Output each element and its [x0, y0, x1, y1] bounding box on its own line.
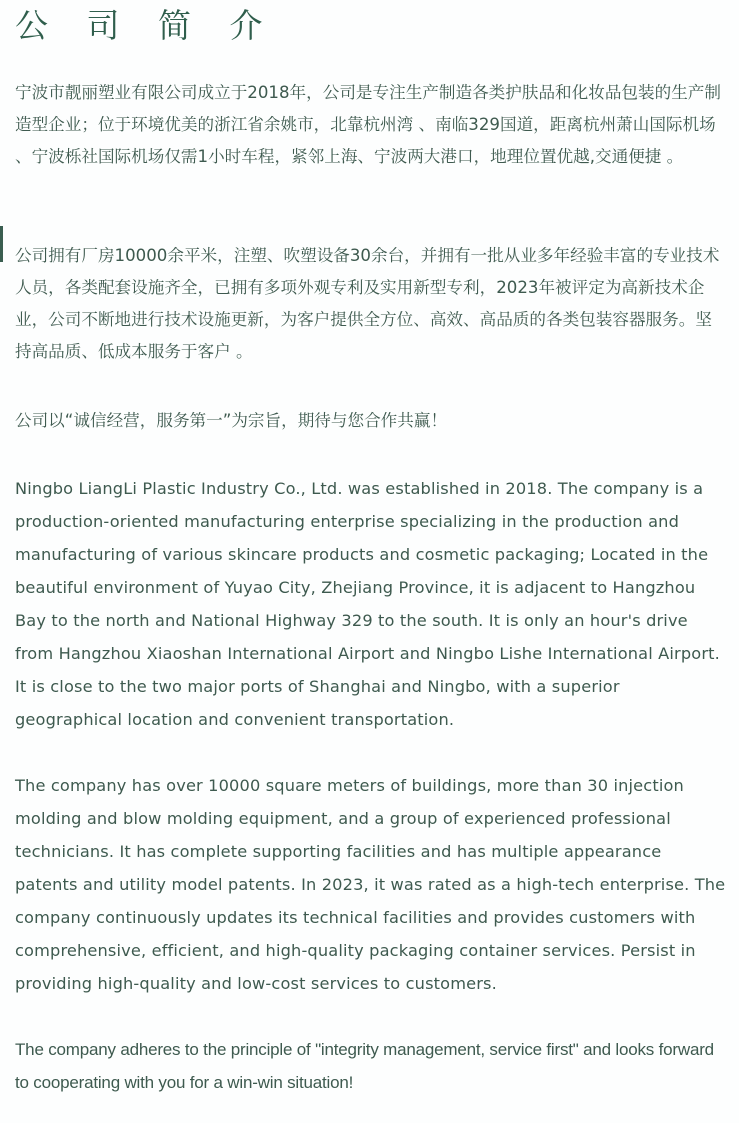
left-edge-marker: [0, 226, 3, 262]
page-title: 公 司 简 介: [15, 6, 277, 45]
chinese-paragraph-intro: 宁波市靓丽塑业有限公司成立于2018年，公司是专注生产制造各类护肤品和化妆品包装的生产制造型企业；位于环境优美的浙江省余姚市，北靠杭州湾 、南临329国道，距离杭州萧山国际机场 、宁波栎社国际机场仅需1小时车程，紧邻上海、宁波两大港口，地理位置优越,交通便捷 。: [15, 83, 721, 166]
chinese-paragraph-facilities: 公司拥有厂房10000余平米，注塑、吹塑设备30余台，并拥有一批从业多年经验丰富的专业技术人员，各类配套设施齐全，已拥有多项外观专利及实用新型专利，2023年被评定为高新技术企业，公司不断地进行技术设施更新，为客户提供全方位、高效、高品质的各类包装容器服务。坚持高品质、低成本服务于客户 。: [15, 246, 720, 361]
chinese-paragraph-motto: 公司以“诚信经营，服务第一”为宗旨，期待与您合作共赢！: [15, 411, 448, 430]
english-paragraph-facilities: The company has over 10000 square meters of buildings, more than 30 injection molding and blow molding equipment, and a group of experienced professional technicians. It has complete supporting facilities and has multiple appearance patents and utility model patents. In 2023, it was rated as a high-tech enterprise. The company continuously updates its technical facilities and provides customers with comprehensive, efficient, and high-quality packaging container services. Persist in providing high-quality and low-cost services to customers.: [15, 776, 726, 993]
english-paragraph-motto: The company adheres to the principle of "integrity management, service first" and looks forward to cooperating with you for a win-win situation!: [15, 1040, 714, 1092]
english-paragraph-intro: Ningbo LiangLi Plastic Industry Co., Ltd. was established in 2018. The company is a production-oriented manufacturing enterprise specializing in the production and manufacturing of various skincare products and cosmetic packaging; Located in the beautiful environment of Yuyao City, Zhejiang Province, it is adjacent to Hangzhou Bay to the north and National Highway 329 to the south. It is only an hour's drive from Hangzhou Xiaoshan International Airport and Ningbo Lishe International Airport. It is close to the two major ports of Shanghai and Ningbo, with a superior geographical location and convenient transportation.: [15, 479, 720, 729]
